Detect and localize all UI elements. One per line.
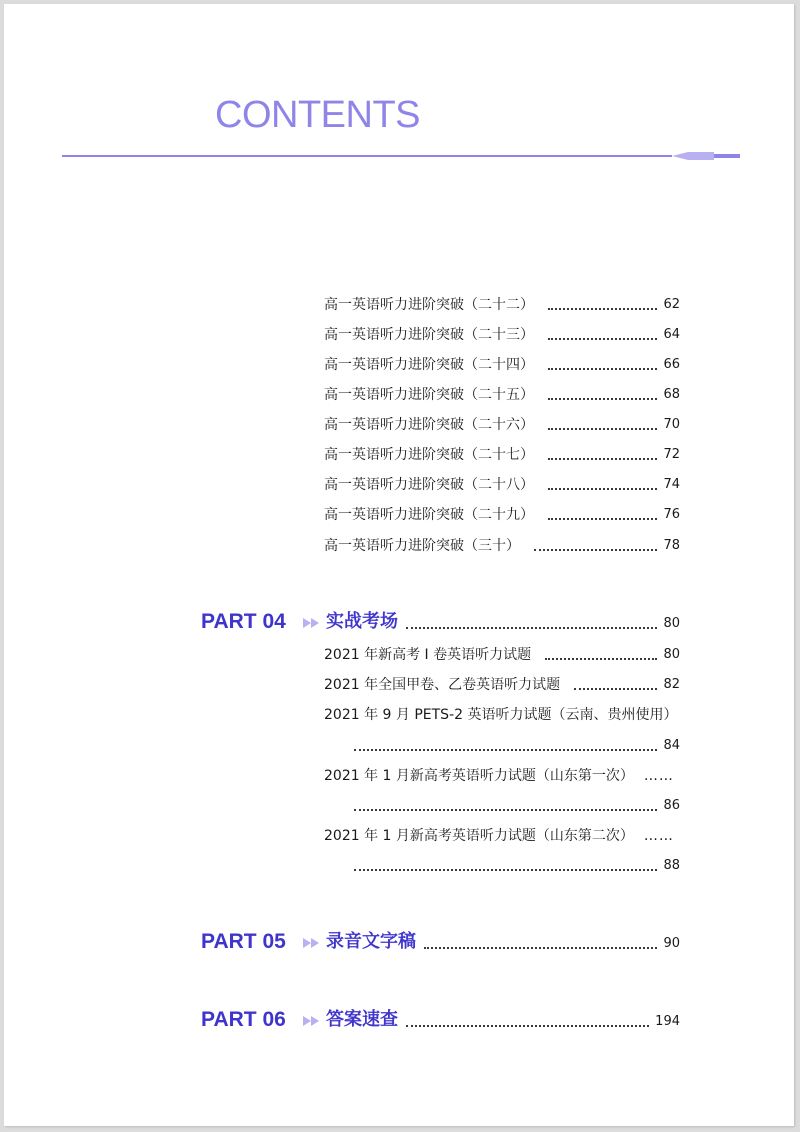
entry-title: 高一英语听力进阶突破（二十七） bbox=[324, 447, 534, 463]
dot-leader bbox=[406, 627, 657, 629]
dot-leader bbox=[534, 549, 657, 551]
entry-title: 高一英语听力进阶突破（二十四） bbox=[324, 357, 534, 373]
page-number: 90 bbox=[663, 936, 680, 951]
dot-leader bbox=[424, 947, 657, 949]
dot-leader bbox=[354, 809, 657, 811]
page-number: 78 bbox=[663, 538, 680, 553]
entry-title: 2021 年 1 月新高考英语听力试题（山东第二次） bbox=[324, 828, 634, 844]
page-number: 70 bbox=[663, 417, 680, 432]
page-number: 76 bbox=[663, 507, 680, 522]
dot-leader bbox=[548, 368, 657, 370]
toc-entry-line1[interactable] bbox=[324, 766, 680, 786]
page-number: 80 bbox=[663, 616, 680, 631]
toc-entry[interactable] bbox=[324, 675, 680, 695]
dot-leader bbox=[545, 658, 657, 660]
entry-title: 2021 年 1 月新高考英语听力试题（山东第一次） bbox=[324, 768, 634, 784]
dot-leader bbox=[548, 308, 657, 310]
part-04-heading[interactable] bbox=[326, 610, 680, 634]
page-number: 74 bbox=[663, 477, 680, 492]
entry-title: 高一英语听力进阶突破（二十八） bbox=[324, 477, 534, 493]
part-06-heading[interactable] bbox=[326, 1008, 680, 1032]
entry-title: 2021 年全国甲卷、乙卷英语听力试题 bbox=[324, 677, 561, 693]
part-05-heading[interactable] bbox=[326, 930, 680, 954]
continuation-dots: …… bbox=[643, 768, 674, 784]
dot-leader bbox=[548, 458, 657, 460]
toc-entry[interactable] bbox=[324, 445, 680, 465]
toc-entry-line2[interactable] bbox=[354, 736, 680, 756]
part-05-label: PART 05 bbox=[201, 930, 286, 953]
toc-entry[interactable] bbox=[324, 295, 680, 315]
toc-entry[interactable] bbox=[324, 325, 680, 345]
page-number: 82 bbox=[663, 677, 680, 692]
toc-entry[interactable] bbox=[324, 415, 680, 435]
entry-title: 高一英语听力进阶突破（二十三） bbox=[324, 327, 534, 343]
contents-title: CONTENTS bbox=[215, 94, 420, 136]
dot-leader bbox=[574, 688, 657, 690]
page-number: 84 bbox=[663, 738, 680, 753]
toc-entry-line2[interactable] bbox=[354, 856, 680, 876]
page-number: 62 bbox=[663, 297, 680, 312]
entry-title: 高一英语听力进阶突破（二十五） bbox=[324, 387, 534, 403]
dot-leader bbox=[548, 338, 657, 340]
title-underline bbox=[62, 144, 742, 168]
toc-entry[interactable] bbox=[324, 505, 680, 525]
double-arrow-icon bbox=[303, 1016, 321, 1026]
double-arrow-icon bbox=[303, 938, 321, 948]
toc-entry-line1[interactable] bbox=[324, 705, 680, 725]
dot-leader bbox=[548, 398, 657, 400]
page-number: 80 bbox=[663, 647, 680, 662]
toc-entry[interactable] bbox=[324, 355, 680, 375]
entry-title: 2021 年新高考 Ⅰ 卷英语听力试题 bbox=[324, 647, 532, 663]
dot-leader bbox=[548, 488, 657, 490]
part-title: 实战考场 bbox=[326, 611, 398, 632]
dot-leader bbox=[548, 428, 657, 430]
toc-entry[interactable] bbox=[324, 645, 680, 665]
part-04-label: PART 04 bbox=[201, 610, 286, 633]
dot-leader bbox=[406, 1025, 649, 1027]
entry-title: 高一英语听力进阶突破（二十二） bbox=[324, 297, 534, 313]
entry-title: 高一英语听力进阶突破（二十九） bbox=[324, 507, 534, 523]
toc-page bbox=[4, 4, 794, 1126]
page-number: 194 bbox=[655, 1014, 680, 1029]
toc-entry[interactable] bbox=[324, 385, 680, 405]
entry-title: 高一英语听力进阶突破（二十六） bbox=[324, 417, 534, 433]
toc-entry-line2[interactable] bbox=[354, 796, 680, 816]
dot-leader bbox=[354, 749, 657, 751]
dot-leader bbox=[548, 518, 657, 520]
entry-title: 高一英语听力进阶突破（三十） bbox=[324, 538, 520, 554]
continuation-dots: …… bbox=[643, 828, 674, 844]
part-06-label: PART 06 bbox=[201, 1008, 286, 1031]
page-number: 64 bbox=[663, 327, 680, 342]
page-number: 86 bbox=[663, 798, 680, 813]
toc-entry[interactable] bbox=[324, 475, 680, 495]
page-number: 88 bbox=[663, 858, 680, 873]
part-title: 录音文字稿 bbox=[326, 931, 416, 952]
page-number: 66 bbox=[663, 357, 680, 372]
dot-leader bbox=[354, 869, 657, 871]
toc-entry[interactable] bbox=[324, 536, 680, 556]
page-number: 72 bbox=[663, 447, 680, 462]
part-title: 答案速查 bbox=[326, 1009, 398, 1030]
page-number: 68 bbox=[663, 387, 680, 402]
double-arrow-icon bbox=[303, 618, 321, 628]
entry-title: 2021 年 9 月 PETS-2 英语听力试题（云南、贵州使用） bbox=[324, 707, 678, 723]
toc-entry-line1[interactable] bbox=[324, 826, 680, 846]
